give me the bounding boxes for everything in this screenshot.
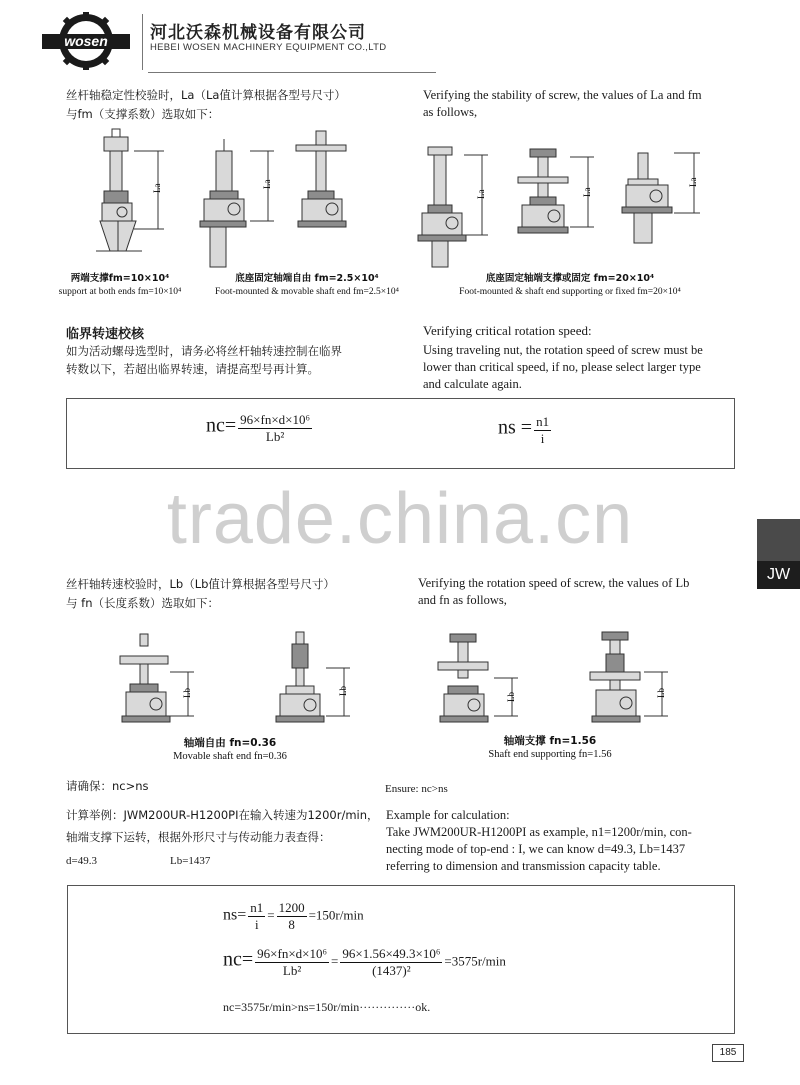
page-number: 185 <box>712 1044 744 1062</box>
critical-speed-text-cn-1: 如为活动螺母选型时，请务必将丝杆轴转速控制在临界 <box>66 344 342 358</box>
svg-text:La: La <box>476 189 486 199</box>
caption-shaft-end-supporting: 轴端支撑 fn=1.56 Shaft end supporting fn=1.56 <box>488 735 612 760</box>
rotation-text-cn-1: 丝杆轴转速校验时，Lb（Lb值计算根据各型号尺寸） <box>66 577 335 591</box>
caption-foot-fixed: 底座固定轴端支撑或固定 fm=20×10⁴ Foot-mounted & shaft end supporting or fixed fm=20×10⁴ <box>459 273 681 297</box>
logo-text: wosen <box>64 33 108 49</box>
svg-text:La: La <box>582 187 592 197</box>
company-name-cn: 河北沃森机械设备有限公司 <box>150 23 366 43</box>
watermark: trade.china.cn <box>166 479 634 559</box>
caption-foot-movable: 底座固定轴端自由 fm=2.5×10⁴ Foot-mounted & movable shaft end fm=2.5×10⁴ <box>215 273 399 297</box>
svg-text:Lb: Lb <box>656 688 666 698</box>
svg-text:La: La <box>688 177 698 187</box>
example-lb-value: Lb=1437 <box>170 855 211 867</box>
critical-speed-text-en-2: lower than critical speed, if no, please select larger type <box>423 360 701 374</box>
rotation-text-en-2: and fn as follows, <box>418 593 507 607</box>
side-tab-jw: JW <box>757 561 800 589</box>
critical-speed-heading-en: Verifying critical rotation speed: <box>423 323 592 338</box>
critical-speed-text-en-3: and calculate again. <box>423 377 522 391</box>
stability-text-cn-1: 丝杆轴稳定性校验时，La（La值计算根据各型号尺寸） <box>66 88 346 102</box>
example-text-cn-1: 计算举例：JWM200UR-H1200PI在输入转速为1200r/min， <box>66 808 379 822</box>
diagram-both-ends-support <box>96 129 164 251</box>
rotation-diagrams <box>100 628 700 734</box>
example-text-cn-2: 轴端支撑下运转，根据外形尺寸与传动能力表查得： <box>66 830 331 844</box>
example-text-en-3: necting mode of top-end : I, we can know d=49.3, Lb=1437 <box>386 842 686 856</box>
caption-both-ends: 两端支撑fm=10×10⁴ support at both ends fm=10×10⁴ <box>58 273 182 297</box>
formula-nc: nc= $\frac{\text{96×fn×d×10⁶}}{\text{Lb²}}$ <box>206 412 311 444</box>
caption-movable-shaft-end: 轴端自由 fn=0.36 Movable shaft end fn=0.36 <box>173 737 287 762</box>
critical-speed-text-en-1: Using traveling nut, the rotation speed of screw must be <box>423 343 703 357</box>
diagram-shaft-end-supporting <box>438 632 668 722</box>
ensure-text-en: Ensure: nc>ns <box>385 783 448 795</box>
calc-ns-line: ns= $\frac{n1}{i}$ = $\frac{1200}{8}$ =150r/min <box>223 900 364 932</box>
stability-text-en-2: as follows, <box>423 105 478 119</box>
stability-text-cn-2: 与fm（支撑系数）选取如下： <box>66 107 220 121</box>
formula-ns: ns = $\frac{n1}{i}$ <box>498 414 550 446</box>
svg-text:Lb: Lb <box>506 692 516 702</box>
rotation-text-en-1: Verifying the rotation speed of screw, the values of Lb <box>418 576 690 590</box>
company-name-en: HEBEI WOSEN MACHINERY EQUIPMENT CO.,LTD <box>150 42 387 53</box>
example-text-en-4: referring to dimension and transmission capacity table. <box>386 859 661 873</box>
ensure-text-cn: 请确保：nc>ns <box>66 779 149 793</box>
header-divider <box>142 14 143 70</box>
header-rule <box>148 72 436 73</box>
rotation-text-cn-2: 与 fn（长度系数）选取如下： <box>66 596 219 610</box>
diagram-foot-mounted-fixed <box>418 147 700 267</box>
calc-conclusion: nc=3575r/min>ns=150r/min··············ok. <box>223 1000 431 1014</box>
lb-dim-label: Lb <box>182 688 192 698</box>
example-text-en-1: Example for calculation: <box>386 808 510 822</box>
svg-text:La: La <box>262 179 272 189</box>
critical-speed-heading-cn: 临界转速校核 <box>66 327 145 342</box>
example-d-value: d=49.3 <box>66 855 97 867</box>
diagram-movable-shaft-end <box>120 632 350 722</box>
stability-text-en-1: Verifying the stability of screw, the values of La and fm <box>423 88 702 102</box>
company-logo <box>40 12 132 70</box>
la-dim-label: La <box>152 183 162 193</box>
calc-nc-line: nc= $\frac{\text{96×fn×d×10⁶}}{\text{Lb²}}$ = $\frac{\text{96×1.56×49.3×10⁶}}{\text{(1437)²}}$ =3575r/min <box>223 946 506 978</box>
stability-diagrams <box>60 125 750 270</box>
critical-speed-text-cn-2: 转数以下，若超出临界转速，请提高型号再计算。 <box>66 362 319 376</box>
diagram-foot-mounted-movable <box>200 131 346 267</box>
example-text-en-2: Take JWM200UR-H1200PI as example, n1=1200r/min, con- <box>386 825 692 839</box>
formula-box-critical-speed <box>66 398 735 469</box>
svg-text:Lb: Lb <box>338 686 348 696</box>
